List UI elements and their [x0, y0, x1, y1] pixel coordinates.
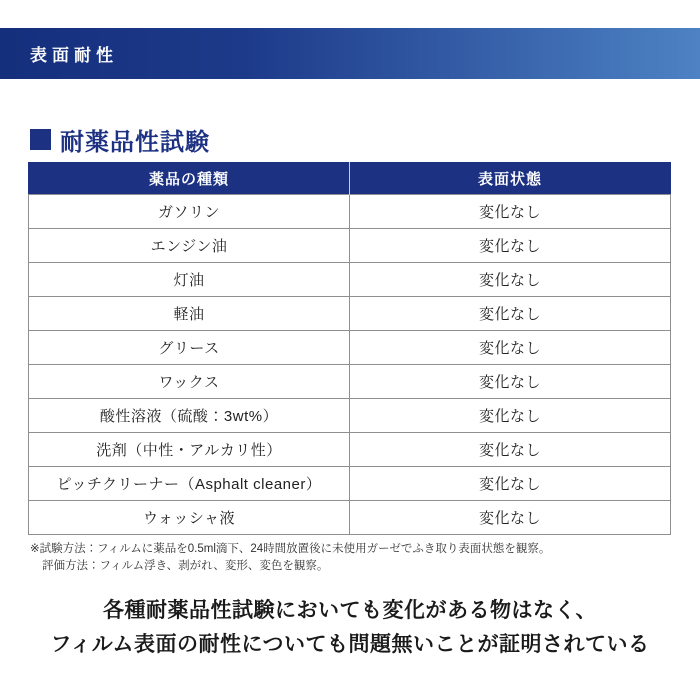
table-row: [29, 297, 671, 331]
cell-result: 変化なし: [350, 195, 671, 229]
cell-chemical: ワックス: [29, 365, 350, 399]
cell-chemical: エンジン油: [29, 229, 350, 263]
table-header-row: [29, 163, 671, 195]
table-row: [29, 467, 671, 501]
column-header-chemical: 薬品の種類: [29, 163, 350, 195]
test-method-notes: [30, 541, 550, 574]
cell-result: 変化なし: [350, 331, 671, 365]
note-evaluation-method: 評価方法：フィルム浮き、剥がれ、変形、変色を観察。: [42, 559, 329, 572]
table-row: [29, 263, 671, 297]
cell-result: 変化なし: [350, 467, 671, 501]
cell-chemical: 軽油: [29, 297, 350, 331]
cell-result: 変化なし: [350, 433, 671, 467]
chemical-resistance-table: [28, 162, 671, 535]
table-row: [29, 501, 671, 535]
table-row: [29, 195, 671, 229]
cell-chemical: ピッチクリーナー（Asphalt cleaner）: [29, 467, 350, 501]
cell-result: 変化なし: [350, 297, 671, 331]
column-header-surface: 表面状態: [350, 163, 671, 195]
table-row: [29, 229, 671, 263]
page-header-banner: [0, 28, 700, 79]
conclusion-line-2: フィルム表面の耐性についても問題無いことが証明されている: [50, 633, 650, 657]
section-title: 耐薬品性試験: [60, 129, 210, 156]
table-row: [29, 399, 671, 433]
cell-chemical: グリース: [29, 331, 350, 365]
table-header: [29, 163, 671, 195]
cell-chemical: 洗剤（中性・アルカリ性）: [29, 433, 350, 467]
section-heading: [30, 122, 210, 157]
cell-result: 変化なし: [350, 501, 671, 535]
conclusion-text: [0, 594, 700, 662]
cell-result: 変化なし: [350, 399, 671, 433]
table-row: [29, 433, 671, 467]
cell-chemical: 灯油: [29, 263, 350, 297]
banner-title: 表面耐性: [30, 46, 118, 65]
table-row: [29, 365, 671, 399]
cell-chemical: ウォッシャ液: [29, 501, 350, 535]
cell-result: 変化なし: [350, 229, 671, 263]
square-bullet-icon: [30, 129, 51, 150]
cell-result: 変化なし: [350, 263, 671, 297]
note-test-method: ※試験方法：フィルムに薬品を0.5ml滴下、24時間放置後に未使用ガーゼでふき取り表面状態を観察。: [30, 543, 551, 555]
conclusion-line-1: 各種耐薬品性試験においても変化がある物はなく、: [102, 599, 598, 622]
cell-chemical: 酸性溶液（硫酸：3wt%）: [29, 399, 350, 433]
cell-result: 変化なし: [350, 365, 671, 399]
cell-chemical: ガソリン: [29, 195, 350, 229]
table-body: [29, 195, 671, 535]
table-row: [29, 331, 671, 365]
